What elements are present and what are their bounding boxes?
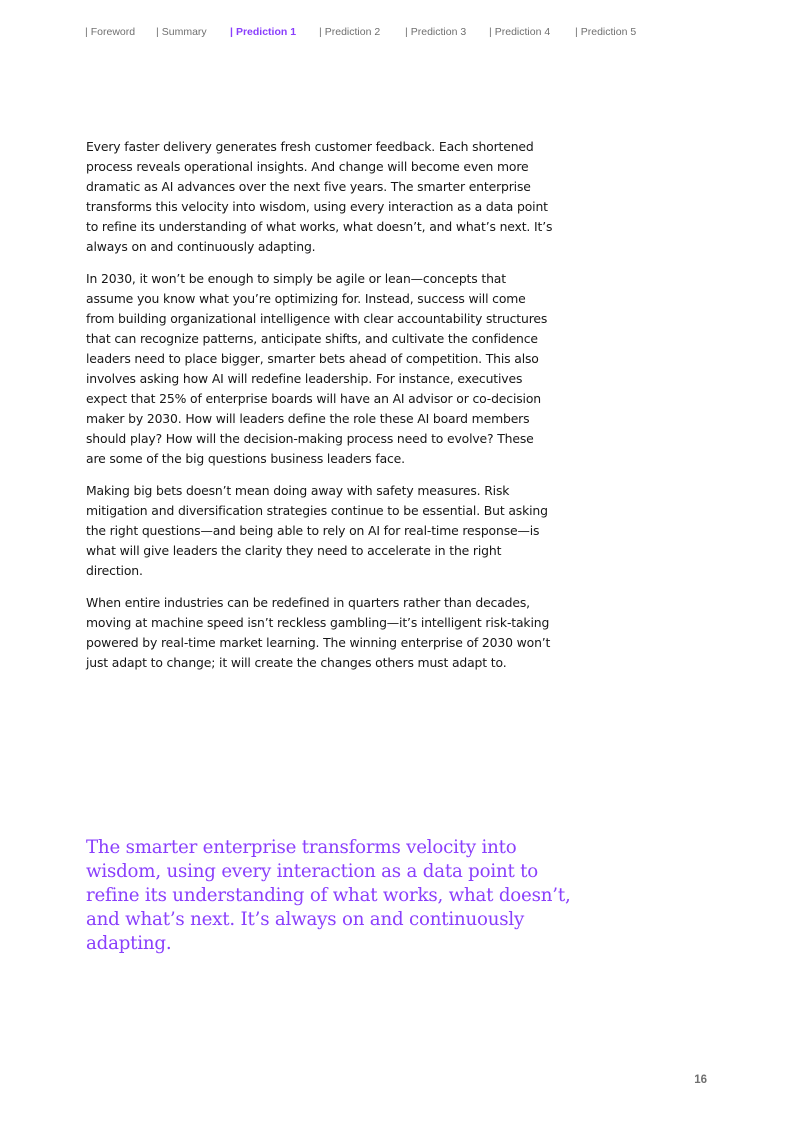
nav-item-prediction-3[interactable] [405, 26, 466, 38]
nav-separator: | [489, 26, 492, 38]
nav-separator: | [575, 26, 578, 38]
nav-item-prediction-4[interactable] [489, 26, 550, 38]
page-number: 16 [694, 1074, 707, 1086]
nav-item-label: Prediction 2 [324, 26, 381, 38]
paragraph: Making big bets doesn’t mean doing away with safety measures. Risk mitigation and diversification strategies continue to be essential. But asking the right questions—and being able to rely on AI for real-time response—is what will give leaders the clarity they need to accelerate in the right direction. [86, 483, 548, 578]
nav-item-summary[interactable] [156, 26, 207, 38]
nav-item-label: Prediction 1 [235, 26, 297, 38]
nav-item-label: Prediction 4 [494, 26, 551, 38]
body-text [86, 137, 556, 685]
paragraph: In 2030, it won’t be enough to simply be agile or lean—concepts that assume you know what you’re optimizing for. Instead, success will come from building organizational intelligence with clear accountability structures that can recognize patterns, anticipate shifts, and cultivate the confidence leaders need to place bigger, smarter bets ahead of competition. This also involves asking how AI will redefine leadership. For instance, executives expect that 25% of enterprise boards will have an AI advisor or co-decision maker by 2030. How will leaders define the role these AI board members should play? How will the decision-making process need to evolve? These are some of the big questions business leaders face. [86, 271, 548, 466]
nav-item-label: Prediction 5 [580, 26, 637, 38]
nav-item-label: Summary [161, 26, 207, 38]
nav-item-foreword[interactable] [85, 26, 135, 38]
nav-item-prediction-2[interactable] [319, 26, 380, 38]
nav-separator: | [319, 26, 322, 38]
nav-separator: | [405, 26, 408, 38]
nav-item-prediction-1[interactable] [230, 26, 296, 38]
nav-separator: | [156, 26, 159, 38]
section-navigation [85, 26, 705, 40]
nav-separator: | [85, 26, 88, 38]
pull-quote: The smarter enterprise transforms velocity into wisdom, using every interaction as a data point to refine its understanding of what works, what doesn’t, and what’s next. It’s always on and continuously adapting. [86, 837, 571, 954]
nav-separator: | [230, 26, 233, 38]
paragraph: When entire industries can be redefined in quarters rather than decades, moving at machine speed isn’t reckless gambling—it’s intelligent risk-taking powered by real-time market learning. The winning enterprise of 2030 won’t just adapt to change; it will create the changes others must adapt to. [86, 595, 551, 670]
nav-item-label: Prediction 3 [410, 26, 467, 38]
nav-item-prediction-5[interactable] [575, 26, 636, 38]
paragraph: Every faster delivery generates fresh customer feedback. Each shortened process reveals operational insights. And change will become even more dramatic as AI advances over the next five years. The smarter enterprise transforms this velocity into wisdom, using every interaction as a data point to refine its understanding of what works, what doesn’t, and what’s next. It’s always on and continuously adapting. [86, 139, 553, 254]
nav-item-label: Foreword [90, 26, 136, 38]
